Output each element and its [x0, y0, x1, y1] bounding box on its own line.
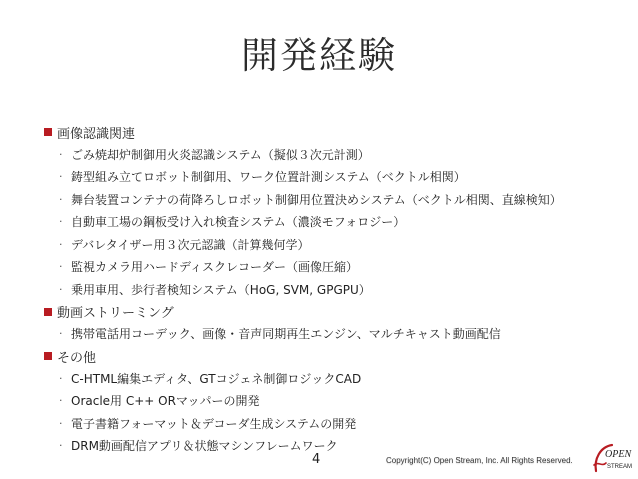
- dot-bullet-icon: ·: [59, 147, 63, 161]
- list-item-text: Oracle用 C++ ORマッパーの開発: [71, 394, 260, 409]
- list-item: [44, 435, 634, 458]
- open-stream-logo-icon: [590, 441, 632, 475]
- list-item: [44, 166, 634, 189]
- section-heading-video-streaming: [44, 301, 634, 323]
- section-heading-text: 画像認識関連: [57, 126, 136, 142]
- list-item-text: C-HTML編集エディタ、GTコジェネ制御ロジックCAD: [71, 371, 362, 386]
- list-item: [44, 390, 634, 413]
- list-item: [44, 323, 634, 346]
- slide-content: [44, 121, 634, 457]
- list-item: [44, 278, 634, 301]
- list-item: [44, 143, 634, 166]
- square-bullet-icon: [44, 308, 52, 316]
- list-item: [44, 367, 634, 390]
- list-item-text: 舞台装置コンテナの荷降ろしロボット制御用位置決めシステム（ベクトル相関、直線検知）: [71, 192, 562, 207]
- dot-bullet-icon: ·: [59, 371, 63, 385]
- list-item-text: 電子書籍フォーマット＆デコーダ生成システムの開発: [71, 416, 357, 431]
- dot-bullet-icon: ·: [59, 439, 63, 453]
- section-heading-other: [44, 345, 634, 367]
- list-item: [44, 233, 634, 256]
- section-heading-image-recognition: [44, 121, 634, 143]
- dot-bullet-icon: ·: [59, 237, 63, 251]
- list-item-text: DRM動画配信アプリ＆状態マシンフレームワーク: [71, 439, 338, 454]
- square-bullet-icon: [44, 352, 52, 360]
- slide-title: 開発経験: [241, 34, 397, 77]
- list-item: [44, 211, 634, 234]
- list-item-text: 携帯電話用コーデック、画像・音声同期再生エンジン、マルチキャスト動画配信: [71, 327, 501, 342]
- list-item: [44, 412, 634, 435]
- section-heading-text: その他: [57, 350, 97, 366]
- dot-bullet-icon: ·: [59, 192, 63, 206]
- copyright-notice: Copyright(C) Open Stream, Inc. All Rights Reserved.: [386, 456, 573, 465]
- dot-bullet-icon: ·: [59, 215, 63, 229]
- page-number: 4: [312, 452, 321, 467]
- list-item-text: 自動車工場の鋼板受け入れ検査システム（濃淡モフォロジー）: [71, 215, 406, 230]
- dot-bullet-icon: ·: [59, 170, 63, 184]
- list-item-text: 鋳型組み立てロボット制御用、ワーク位置計測システム（ベクトル相関）: [71, 170, 466, 185]
- list-item: [44, 256, 634, 279]
- square-bullet-icon: [44, 128, 52, 136]
- dot-bullet-icon: ·: [59, 327, 63, 341]
- dot-bullet-icon: ·: [59, 394, 63, 408]
- list-item-text: デバレタイザー用３次元認識（計算幾何学）: [71, 237, 310, 252]
- list-item: [44, 188, 634, 211]
- list-item-text: 乗用車用、歩行者検知システム（HoG, SVM, GPGPU）: [71, 282, 371, 297]
- svg-text:OPEN: OPEN: [605, 449, 632, 460]
- list-item-text: ごみ焼却炉制御用火炎認識システム（擬似３次元計測）: [71, 147, 370, 162]
- section-heading-text: 動画ストリーミング: [57, 306, 174, 321]
- dot-bullet-icon: ·: [59, 282, 63, 296]
- svg-text:STREAM: STREAM: [607, 464, 632, 470]
- dot-bullet-icon: ·: [59, 260, 63, 274]
- list-item-text: 監視カメラ用ハードディスクレコーダー（画像圧縮）: [71, 260, 359, 275]
- dot-bullet-icon: ·: [59, 416, 63, 430]
